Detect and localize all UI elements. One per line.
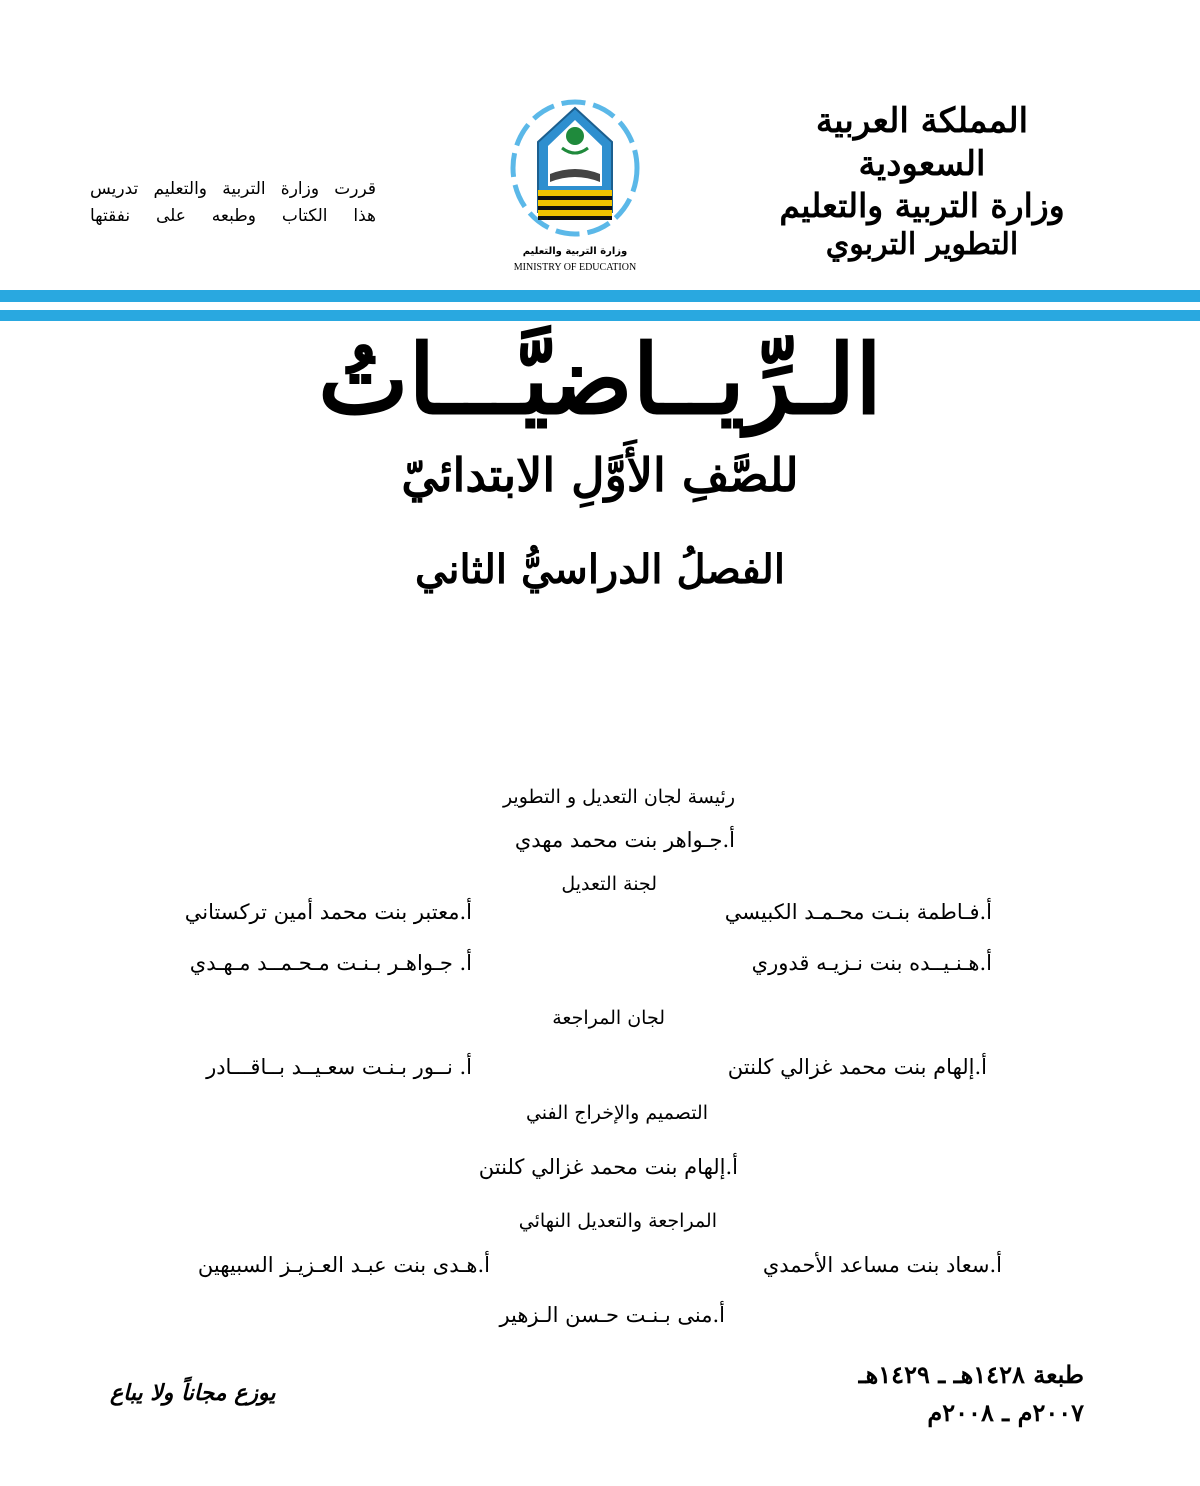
design-label: التصميم والإخراج الفني xyxy=(525,1102,708,1124)
book-semester: الفصلُ الدراسيُّ الثاني xyxy=(415,546,785,593)
review-member: أ.إلهام بنت محمد غزالي كلنتن xyxy=(727,1055,987,1079)
editing-member: أ.فـاطمة بنـت محـمـد الكبيسي xyxy=(724,900,992,924)
editing-member: أ. جـواهـر بـنـت مـحـمــد مـهـدي xyxy=(189,951,472,975)
final-review-member: أ.هـدى بنت عبـد العـزيـز السبيهين xyxy=(197,1253,490,1277)
edition-gregorian: ٢٠٠٧م ـ ٢٠٠٨م xyxy=(927,1398,1084,1428)
kingdom-header xyxy=(772,100,1072,264)
kingdom-name: المملكة العربية السعودية xyxy=(815,101,1029,184)
logo-english-caption: MINISTRY OF EDUCATION xyxy=(513,262,637,273)
editing-committee-label: لجنة التعديل xyxy=(561,873,657,895)
decree-line: هذا الكتاب وطبعه على نفقتها xyxy=(90,206,376,227)
header-divider-stripe xyxy=(0,290,1200,302)
design-member: أ.إلهام بنت محمد غزالي كلنتن xyxy=(478,1155,738,1179)
final-review-label: المراجعة والتعديل النهائي xyxy=(518,1210,717,1232)
editing-member: أ.معتبر بنت محمد أمين تركستاني xyxy=(184,900,472,924)
review-committee-label: لجان المراجعة xyxy=(552,1007,665,1029)
edition-hijri: طبعة ١٤٢٨هـ ـ ١٤٢٩هـ xyxy=(858,1360,1084,1389)
logo-arabic-caption: وزارة التربية والتعليم xyxy=(522,246,628,257)
editing-member: أ.هـنـيــده بنت نـزيـه قدوري xyxy=(751,951,992,975)
book-title: الـرِّيــاضيَّـــاتُ xyxy=(318,323,882,436)
department-name: التطوير التربوي xyxy=(825,227,1019,263)
final-review-member: أ.منى بـنـت حـسن الـزهير xyxy=(499,1303,725,1327)
decree-line: قررت وزارة التربية والتعليم تدريس xyxy=(90,179,376,199)
review-member: أ. نــور بـنـت سعـيــد بــاقـــادر xyxy=(206,1055,472,1079)
development-head-name: أ.جـواهر بنت محمد مهدي xyxy=(514,828,735,852)
publication-decree xyxy=(90,176,376,230)
free-distribution-note: يوزع مجاناً ولا يباع xyxy=(110,1380,276,1406)
edition-info xyxy=(859,1356,1084,1433)
development-head-label: رئيسة لجان التعديل و التطوير xyxy=(502,786,735,808)
final-review-member: أ.سعاد بنت مساعد الأحمدي xyxy=(762,1253,1002,1277)
book-grade: للصَّفِ الأَوَّلِ الابتدائيّ xyxy=(401,448,799,502)
ministry-name: وزارة التربية والتعليم xyxy=(779,186,1065,225)
